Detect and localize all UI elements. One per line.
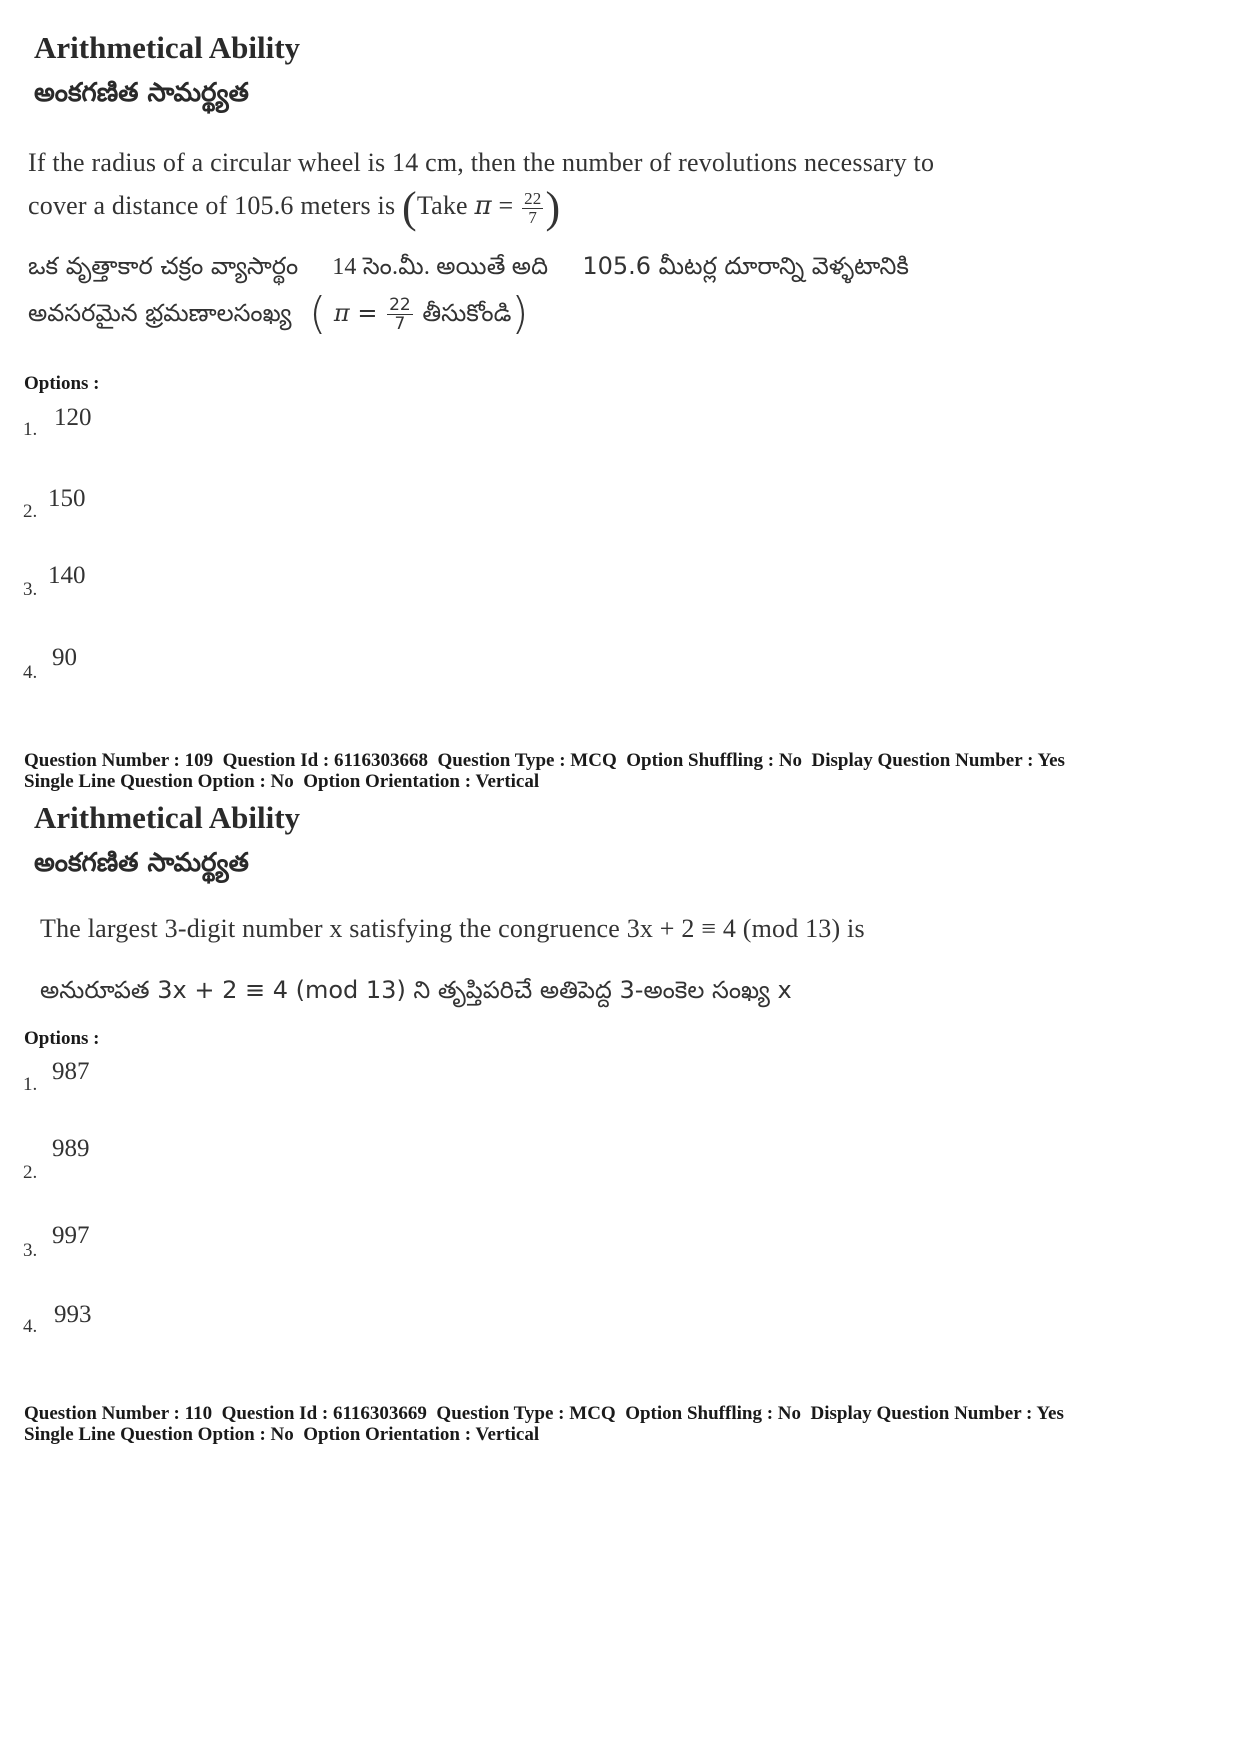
options-label: Options :	[24, 1028, 100, 1049]
question-text-en-line1: If the radius of a circular wheel is 14 cm, then the number of revolutions necessary to	[28, 148, 935, 177]
fraction-denominator: 7	[528, 207, 538, 227]
right-paren: )	[545, 183, 561, 232]
question-text-te: అనురూపత 3x + 2 ≡ 4 (mod 13) ని తృప్తిపరిచే అతిపెద్ద 3-అంకెల సంఖ్య x	[40, 976, 792, 1004]
option-number: 3.	[23, 1240, 38, 1261]
pi-fraction	[387, 296, 413, 333]
pi-symbol: π	[474, 190, 492, 221]
pi-symbol: π	[333, 299, 350, 327]
option-value: 993	[54, 1301, 92, 1328]
pi-fraction	[522, 190, 543, 227]
question-meta-line1: Question Number : 109 Question Id : 6116303668 Question Type : MCQ Option Shuffling : No Display Question Number : Yes	[24, 750, 1065, 771]
telugu-segment-b: 14 సెం.మీ. అయితే అది	[332, 254, 549, 280]
option-value: 120	[54, 404, 92, 431]
option-number: 4.	[23, 1316, 38, 1337]
fraction-numerator: 22	[389, 294, 411, 315]
question-meta-line2: Single Line Question Option : No Option Orientation : Vertical	[24, 1424, 540, 1445]
question-meta-line1: Question Number : 110 Question Id : 6116303669 Question Type : MCQ Option Shuffling : No Display Question Number : Yes	[24, 1403, 1064, 1424]
left-paren: (	[401, 183, 417, 232]
option-number: 4.	[23, 662, 38, 683]
option-number: 1.	[23, 1074, 38, 1095]
question-text-en-line2	[28, 183, 561, 236]
telugu-segment-c: 105.6 మీటర్ల దూరాన్ని వెళ్ళటానికి	[582, 252, 909, 280]
option-value: 987	[52, 1058, 90, 1085]
question-text-en: The largest 3-digit number x satisfying the congruence 3x + 2 ≡ 4 (mod 13) is	[40, 914, 865, 943]
question-text-te-line2	[28, 288, 529, 339]
equals-sign: =	[357, 299, 378, 327]
section-title: Arithmetical Ability	[34, 30, 301, 65]
left-paren: (	[309, 288, 327, 339]
option-number: 1.	[23, 419, 38, 440]
option-number: 3.	[23, 579, 38, 600]
fraction-numerator: 22	[524, 188, 542, 208]
right-paren: )	[511, 288, 529, 339]
question-meta-line2: Single Line Question Option : No Option Orientation : Vertical	[24, 771, 540, 792]
option-number: 2.	[23, 501, 38, 522]
section-title: Arithmetical Ability	[34, 800, 301, 835]
section-title-telugu: అంకగణిత సామర్థ్యత	[34, 78, 249, 108]
fraction-denominator: 7	[394, 313, 406, 334]
take-label: Take	[416, 190, 468, 220]
telugu-line2-post: తీసుకోండి	[422, 299, 512, 327]
option-value: 997	[52, 1222, 90, 1249]
telugu-line2-pre: అవసరమైన భ్రమణాలసంఖ్య	[28, 299, 292, 327]
option-value: 989	[52, 1135, 90, 1162]
options-label: Options :	[24, 373, 100, 394]
option-value: 150	[48, 485, 86, 512]
section-title-telugu: అంకగణిత సామర్థ్యత	[34, 848, 249, 878]
equals-sign: =	[498, 190, 514, 220]
question-text-en-line2-pre: cover a distance of 105.6 meters is	[28, 190, 396, 220]
option-value: 90	[52, 644, 77, 671]
question-text-te-line1	[28, 252, 909, 286]
option-value: 140	[48, 562, 86, 589]
telugu-segment-a: ఒక వృత్తాకార చక్రం వ్యాసార్థం	[28, 252, 299, 280]
option-number: 2.	[23, 1162, 38, 1183]
